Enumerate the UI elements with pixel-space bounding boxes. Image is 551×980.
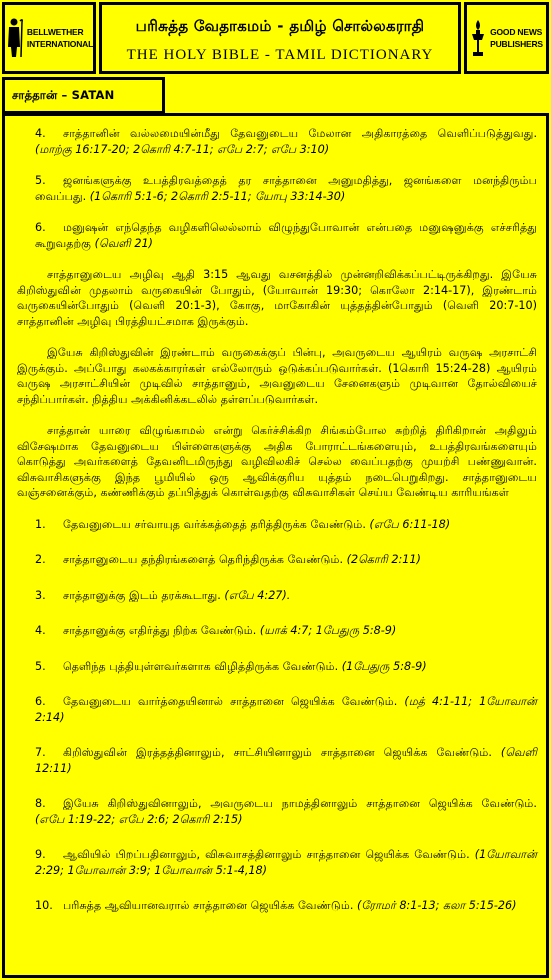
title-banner bbox=[99, 2, 461, 74]
logo-left-line2: INTERNATIONAL bbox=[26, 39, 94, 49]
entry-body bbox=[17, 126, 537, 934]
list-believer-actions bbox=[17, 517, 537, 914]
logo-left-line1: BELLWETHER bbox=[26, 27, 84, 37]
headword-box bbox=[2, 77, 165, 114]
list-item: 5. தெளிந்த புத்தியுள்ளவர்களாக விழித்திருக்க வேண்டும். (1பேதுரு 5:8-9) bbox=[35, 659, 427, 673]
headword: சாத்தான் – SATAN bbox=[12, 88, 115, 102]
list-item: 2. சாத்தானுடைய தந்திரங்களைத் தெரிந்திருக்க வேண்டும். (2கொரி 2:11) bbox=[35, 553, 421, 566]
lamp-icon bbox=[470, 18, 486, 58]
logo-right-line1: GOOD NEWS bbox=[490, 27, 543, 37]
list-item: 8. இயேசு கிறிஸ்துவினாலும், அவருடைய நாமத்தினாலும் சாத்தானை ஜெயிக்க வேண்டும். (எபே 1:19-22; எபே 2:6; 2கொரி 2:15) bbox=[35, 797, 537, 826]
list-item: 6. தேவனுடைய வார்த்தையினால் சாத்தானை ஜெயிக்க வேண்டும். (மத் 4:1-11; 1யோவான் 2:14) bbox=[35, 695, 537, 724]
content-panel bbox=[2, 113, 549, 978]
title-tamil: பரிசுத்த வேதாகமம் - தமிழ் சொல்லகராதி bbox=[135, 17, 425, 35]
list-item: 3. சாத்தானுக்கு இடம் தரக்கூடாது. (எபே 4:27). bbox=[35, 588, 291, 602]
list-item: 4. சாத்தானுக்கு எதிர்த்து நிற்க வேண்டும். (யாக் 4:7; 1பேதுரு 5:8-9) bbox=[35, 624, 397, 637]
paragraph: இயேசு கிறிஸ்துவின் இரண்டாம் வருகைக்குப் பின்பு, அவருடைய ஆயிரம் வருஷ அரசாட்சி இருக்கும். அப்போது கலகக்காரர்கள் எல்லோரும் ஒடுக்கப்படுவார்கள். (1கொரி 15:24-28) ஆயிரம் வருஷ அரசாட்சியின் முடிவில் சாத்தானும், அவனுடைய சேனைகளும் முடிவான தோல்வியைச் சந்திப்பார்கள். நித்திய அக்கினிக்கடலில் தள்ளப்படுவார்கள். bbox=[17, 346, 537, 406]
list-item: 1. தேவனுடைய சர்வாயுத வர்க்கத்தைத் தரித்திருக்க வேண்டும். (எபே 6:11-18) bbox=[35, 517, 451, 531]
bellwether-logo bbox=[2, 2, 96, 74]
list-item: 9. ஆவியில் பிறப்பதினாலும், விசுவாசத்தினாலும் சாத்தானை ஜெயிக்க வேண்டும். (1யோவான் 2:29; 1யோவான் 3:9; 1யோவான் 5:1-4,18) bbox=[35, 848, 537, 877]
logo-right-line2: PUBLISHERS bbox=[490, 39, 543, 49]
shepherd-icon bbox=[5, 17, 23, 59]
good-news-logo bbox=[464, 2, 549, 74]
title-english: THE HOLY BIBLE - TAMIL DICTIONARY bbox=[126, 47, 434, 63]
paragraph: சாத்தானுடைய அழிவு ஆதி 3:15 ஆவது வசனத்தில் முன்னறிவிக்கப்பட்டிருக்கிறது. இயேசு கிறிஸ்துவின் முதலாம் வருகையின் போதும், (யோவான் 19:30; கொலோ 2:14-17), இரண்டாம் வருகையின்போதும் (வெளி 20:1-3), கோகு, மாகோகின் யுத்தத்தின்போதும் (வெளி 20:7-10) சாத்தானின் அழிவு பிரத்தியட்சமாக இருக்கும். bbox=[17, 268, 537, 328]
list-item: 10. பரிசுத்த ஆவியானவரால் சாத்தானை ஜெயிக்க வேண்டும். (ரோமர் 8:1-13; கலா 5:15-26) bbox=[35, 899, 517, 912]
list-purposes bbox=[17, 126, 537, 251]
list-item: 4. சாத்தானின் வல்லமையின்மீது தேவனுடைய மேலான அதிகாரத்தை வெளிப்படுத்துவது. (மாற்கு 16:17-20; 2கொரி 4:7-11; எபே 2:7; எபே 3:10) bbox=[35, 127, 537, 156]
list-item: 7. கிறிஸ்துவின் இரத்தத்தினாலும், சாட்சியினாலும் சாத்தானை ஜெயிக்க வேண்டும். (வெளி 12:11) bbox=[35, 746, 538, 775]
paragraph: சாத்தான் யாரை விழுங்காமல் என்று கெர்ச்சிக்கிற சிங்கம்போல சுற்றித் திரிகிறான் அதிலும் விசேஷமாக தேவனுடைய பிள்ளைகளுக்கு அதிக போராட்டங்களையும், உபத்திரவங்களையும் கொடுத்து அவர்களைத் தேவனிடமிருந்து வழிவிலகிச் செல்ல வைப்பதற்கு முயற்சி பண்ணுவான். விசுவாசிகளுக்கு இந்த பூமியில் ஒரு ஆவிக்குரிய யுத்தம் நடைபெறுகிறது. சாத்தானுடைய வஞ்சனைக்கும், கண்ணிக்கும் தப்பித்துக் கொள்வதற்கு விசுவாசிகள் செய்ய வேண்டிய காரியங்கள் bbox=[17, 424, 537, 499]
list-item: 6. மனுஷன் எந்தெந்த வழிகளிலெல்லாம் விழுந்துபோவான் என்பதை மனுஷனுக்கு எச்சரித்து கூறுவதற்கு (வெளி 21) bbox=[35, 221, 537, 250]
list-item: 5. ஜனங்களுக்கு உபத்திரவத்தைத் தர சாத்தானை அனுமதித்து, ஜனங்களை மனந்திரும்ப வைப்பது. (1கொரி 5:1-6; 2கொரி 2:5-11; யோபு 33:14-30) bbox=[35, 174, 537, 203]
